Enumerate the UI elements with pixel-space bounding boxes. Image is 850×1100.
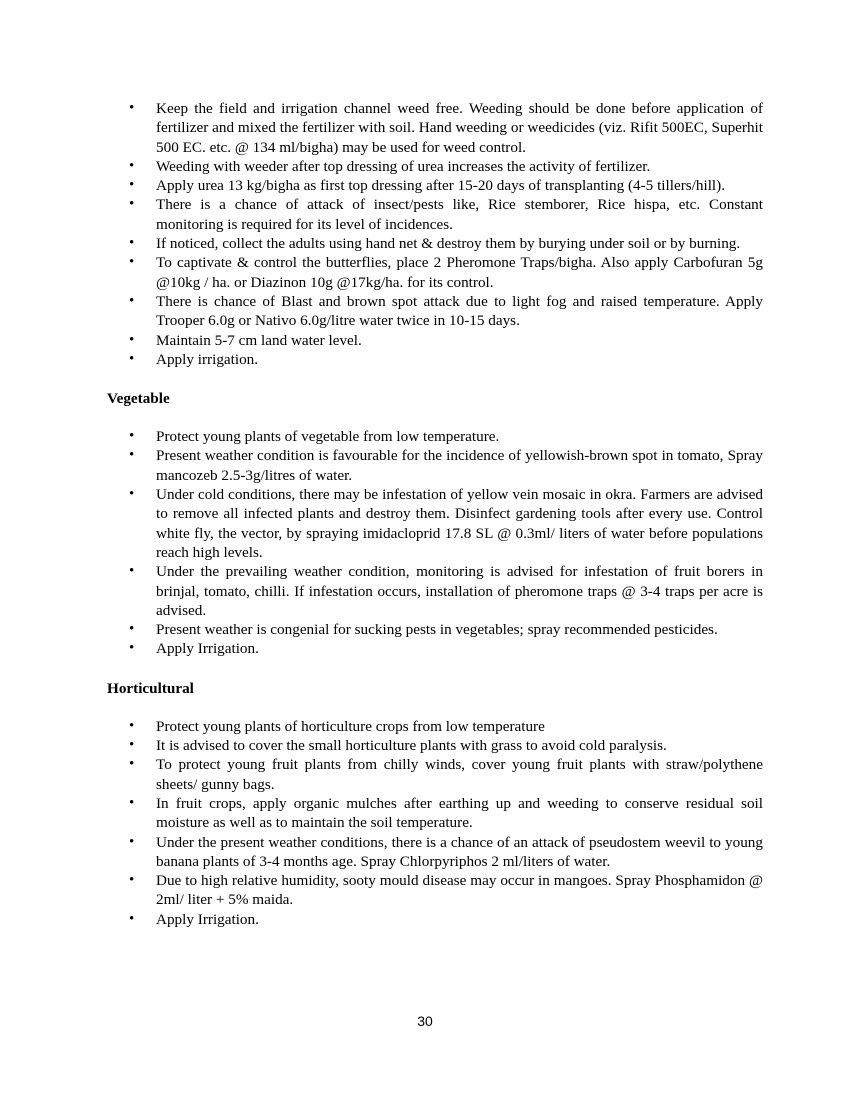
horticultural-advisory-list xyxy=(107,717,763,929)
section-heading-horticultural: Horticultural xyxy=(107,679,194,697)
list-item: • Under the prevailing weather condition, monitoring is advised for infestation of fruit borers in brinjal, tomato, chilli. If infestation occurs, installation of pheromone traps @ 3-4 traps per acre is advised. xyxy=(107,562,763,620)
list-item: • There is chance of Blast and brown spot attack due to light fog and raised temperature. Apply Trooper 6.0g or Nativo 6.0g/litre water twice in 10-15 days. xyxy=(107,292,763,331)
section-heading-vegetable: Vegetable xyxy=(107,390,170,408)
list-item: • It is advised to cover the small horticulture plants with grass to avoid cold paralysis. xyxy=(107,736,763,755)
list-item: • Apply irrigation. xyxy=(107,350,763,369)
list-item: • There is a chance of attack of insect/pests like, Rice stemborer, Rice hispa, etc. Constant monitoring is required for its level of incidences. xyxy=(107,195,763,234)
document-body xyxy=(107,99,763,929)
list-item: • Due to high relative humidity, sooty mould disease may occur in mangoes. Spray Phosphamidon @ 2ml/ liter + 5% maida. xyxy=(107,871,763,910)
list-item: • Present weather is congenial for sucking pests in vegetables; spray recommended pesticides. xyxy=(107,620,763,639)
rice-advisory-list xyxy=(107,99,763,369)
list-item: • Keep the field and irrigation channel weed free. Weeding should be done before application of fertilizer and mixed the fertilizer with soil. Hand weeding or weedicides (viz. Rifit 500EC, Superhit 500 EC. etc. @ 134 ml/bigha) may be used for weed control. xyxy=(107,99,763,157)
list-item: • Apply Irrigation. xyxy=(107,910,763,929)
list-item: • Protect young plants of horticulture crops from low temperature xyxy=(107,717,763,736)
list-item: • Protect young plants of vegetable from low temperature. xyxy=(107,427,763,446)
list-item: • To protect young fruit plants from chilly winds, cover young fruit plants with straw/polythene sheets/ gunny bags. xyxy=(107,755,763,794)
list-item: • Present weather condition is favourable for the incidence of yellowish-brown spot in tomato, Spray mancozeb 2.5-3g/litres of water. xyxy=(107,446,763,485)
list-item: • To captivate & control the butterflies, place 2 Pheromone Traps/bigha. Also apply Carbofuran 5g @10kg / ha. or Diazinon 10g @17kg/ha. for its control. xyxy=(107,253,763,292)
page-number: 30 xyxy=(417,1013,433,1029)
list-item: • Under the present weather conditions, there is a chance of an attack of pseudostem weevil to young banana plants of 3-4 months age. Spray Chlorpyriphos 2 ml/liters of water. xyxy=(107,833,763,872)
list-item: • Under cold conditions, there may be infestation of yellow vein mosaic in okra. Farmers are advised to remove all infected plants and destroy them. Disinfect gardening tools after every use. Control white fly, the vector, by spraying imidacloprid 17.8 SL @ 0.3ml/ liters of water before populations reach high levels. xyxy=(107,485,763,562)
list-item: • In fruit crops, apply organic mulches after earthing up and weeding to conserve residual soil moisture as well as to maintain the soil temperature. xyxy=(107,794,763,833)
list-item: • If noticed, collect the adults using hand net & destroy them by burying under soil or by burning. xyxy=(107,234,763,253)
list-item: • Weeding with weeder after top dressing of urea increases the activity of fertilizer. xyxy=(107,157,763,176)
list-item: • Apply Irrigation. xyxy=(107,639,763,658)
list-item: • Apply urea 13 kg/bigha as first top dressing after 15-20 days of transplanting (4-5 tillers/hill). xyxy=(107,176,763,195)
vegetable-advisory-list xyxy=(107,427,763,659)
list-item: • Maintain 5-7 cm land water level. xyxy=(107,331,763,350)
